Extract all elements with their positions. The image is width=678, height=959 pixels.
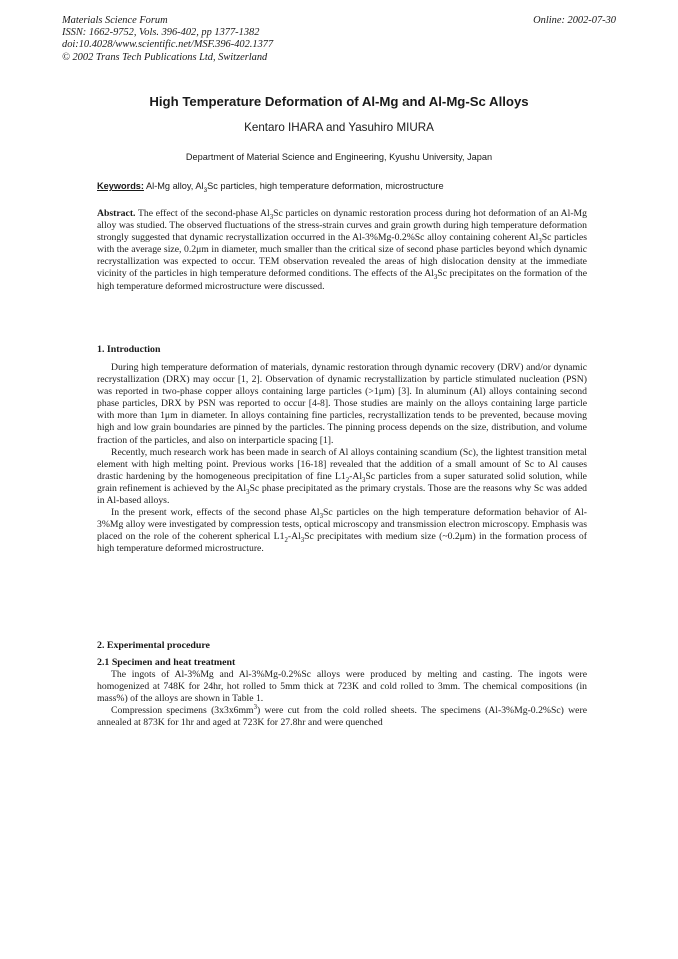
paper-authors: Kentaro IHARA and Yasuhiro MIURA bbox=[244, 121, 434, 134]
intro-p3-sub-2: 2 bbox=[284, 537, 288, 545]
abstract-text-4: Sc precipitates on the formation of the high temperature deformed microstructure were discussed. bbox=[97, 268, 587, 292]
experimental-paragraph-1: The ingots of Al-3%Mg and Al-3%Mg-0.2%Sc alloys were produced by melting and casting. The ingots were homogenized at 748K for 24hr, hot rolled to 5mm thick at 723K and cold rolled to 3mm. The chemical compositions (in mass%) of the alloys are shown in Table 1. bbox=[97, 669, 587, 705]
journal-name: Materials Science Forum bbox=[62, 15, 168, 26]
abstract-sub-2: 3 bbox=[538, 238, 542, 246]
intro-paragraph-1: During high temperature deformation of materials, dynamic restoration through dynamic recovery (DRV) and/or dynamic recrystallization (DRX) may occur [1, 2]. Observation of dynamic recrystallization by particle stimulated nucleation (PSN) was reported in two-phase copper alloys containing large particles (>1μm) [3]. In aluminum (Al) alloys containing second phase particles, DRX by PSN was reported to occur [4-8]. Those studies are mainly on the alloys containing large particle with more than 1μm in diameter. In alloys containing fine particles, recrystallization tends to be prevented, because moving high and low grain boundaries are pinned by the particles. The pinning process depends on the size, distribution, and volume fraction of the particles, and also on interparticle spacing [1]. bbox=[97, 362, 587, 446]
intro-block bbox=[97, 362, 587, 556]
intro-p2-sub-3: 3 bbox=[246, 488, 250, 496]
experimental-paragraph-2 bbox=[97, 705, 587, 729]
intro-p3-text-c: -Al bbox=[287, 531, 301, 543]
intro-paragraph-3 bbox=[97, 507, 587, 555]
intro-p2-sub-1: 2 bbox=[345, 476, 350, 484]
abstract-label: Abstract. bbox=[97, 208, 136, 219]
paper-affiliation: Department of Material Science and Engineering, Kyushu University, Japan bbox=[185, 152, 493, 162]
exp-p2-sup: 3 bbox=[253, 704, 257, 712]
intro-p3-sub-3: 3 bbox=[300, 537, 305, 545]
intro-p2-sub-2: 3 bbox=[362, 476, 366, 484]
keywords-text-b: Sc particles, high temperature deformation, microstructure bbox=[207, 181, 444, 191]
intro-p3-sub-1: 3 bbox=[319, 513, 324, 521]
journal-header bbox=[62, 15, 273, 64]
exp-p2-text-b: ) were cut from the cold rolled sheets. The specimens (Al-3%Mg-0.2%Sc) were annealed at 873K for 1hr and aged at 723K for 27.8hr and were quenched bbox=[97, 705, 588, 729]
intro-p3-text-b: Sc particles on the high temperature deformation behavior of Al-3%Mg alloy were investigated by compression tests, optical microscopy and transmission electron microscopy. Emphasis was placed on the role of the coherent spherical L1 bbox=[97, 507, 587, 543]
intro-p3-text-a: In the present work, effects of the second phase Al bbox=[111, 507, 320, 519]
intro-paragraph-2 bbox=[97, 447, 587, 507]
abstract-text-3: Sc particles with the average size, 0.2μm in diameter, much smaller than the critical size of second phase particles beyond which dynamic recrystallization was expected to occur. TEM observation revealed the areas of high dislocation density at the immediate vicinity of the particles in high temperature deformed conditions. The effects of the Al bbox=[97, 232, 587, 280]
keywords-text-a: Al-Mg alloy, Al bbox=[143, 181, 204, 191]
paper-title: High Temperature Deformation of Al-Mg and Al-Mg-Sc Alloys bbox=[149, 94, 529, 109]
intro-p2-text-a: Recently, much research work has been made in search of Al alloys containing scandium (Sc), the lightest transition metal element with high melting point. Previous works [16-18] revealed that the addition of a small amount of Sc to Al causes drastic hardening by the homogeneous precipitation of fine L1 bbox=[97, 446, 587, 482]
doi-link[interactable]: doi:10.4028/www.scientific.net/MSF.396-402.1377 bbox=[62, 39, 274, 51]
copyright-line: © 2002 Trans Tech Publications Ltd, Switzerland bbox=[62, 51, 268, 63]
online-date: Online: 2002-07-30 bbox=[533, 15, 616, 26]
abstract-block bbox=[97, 208, 587, 293]
intro-p2-text-b: -Al bbox=[349, 470, 363, 482]
issn-line: ISSN: 1662-9752, Vols. 396-402, pp 1377-1382 bbox=[62, 27, 260, 39]
intro-p3-text-d: Sc precipitates with medium size (~0.2μm) in the formation process of high temperature deformed microstructure. bbox=[97, 531, 587, 555]
keywords-label: Keywords: bbox=[97, 181, 144, 191]
intro-p2-text-d: Sc phase precipitated as the primary crystals. Those are the reasons why Sc was added in Al-based alloys. bbox=[97, 482, 587, 507]
abstract-text-1: The effect of the second-phase Al bbox=[135, 208, 270, 219]
experimental-heading: 2. Experimental procedure bbox=[97, 640, 210, 651]
exp-p2-text-a: Compression specimens (3x3x6mm bbox=[111, 705, 254, 717]
abstract-text-2: Sc particles on dynamic restoration process during hot deformation of an Al-Mg alloy was studied. The observed fluctuations of the stress-strain curves and grain growth during high temperature deformation strongly suggested that dynamic recrystallization occurred in the Al-3%Mg-0.2%Sc alloy containing coherent Al bbox=[97, 208, 588, 244]
abstract-sub-3: 3 bbox=[433, 274, 438, 282]
specimen-subheading: 2.1 Specimen and heat treatment bbox=[97, 657, 236, 668]
keywords-sub: 3 bbox=[203, 186, 208, 194]
keywords-line bbox=[97, 181, 444, 194]
experimental-block bbox=[97, 669, 587, 729]
abstract-sub-1: 3 bbox=[269, 213, 274, 221]
intro-p2-text-c: Sc particles from a super saturated solid solution, while grain refinement is achieved by the Al bbox=[97, 470, 587, 494]
intro-heading: 1. Introduction bbox=[97, 344, 161, 355]
